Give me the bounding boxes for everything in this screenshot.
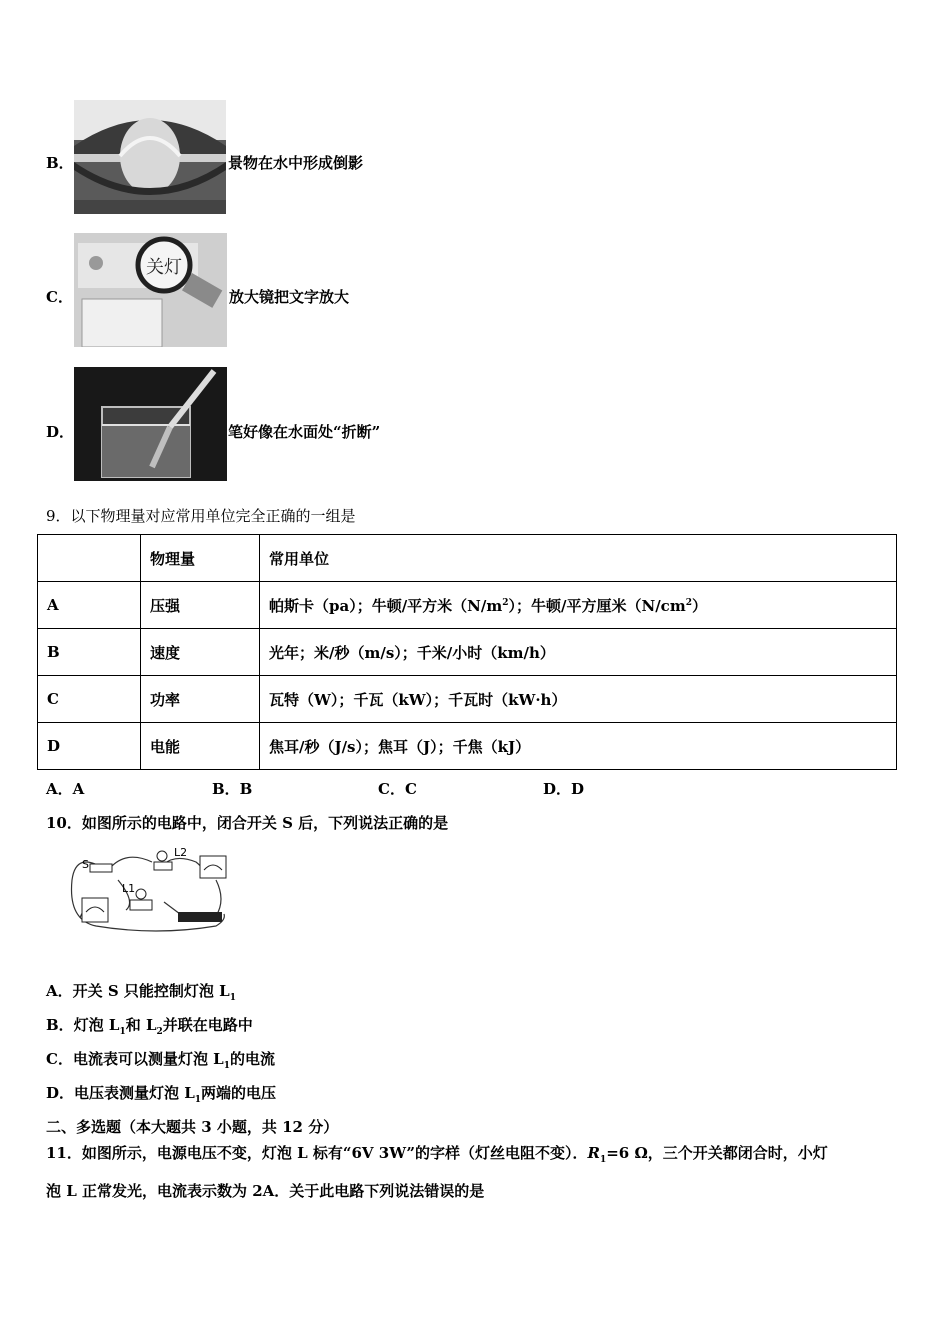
header-cell <box>38 535 141 582</box>
bulb-l2 <box>157 851 167 861</box>
q10-option-b: B．灯泡 $L_1$和 $L_2$并联在电路中 <box>46 1016 253 1037</box>
row-id: D <box>38 723 141 770</box>
magnifier-sign-text: 关灯 <box>146 257 182 278</box>
row-id: A <box>38 582 141 629</box>
bridge-reflection-photo <box>74 100 226 214</box>
q9-answer-d: D．D <box>543 780 585 798</box>
q9-answer-c: C．C <box>378 780 417 798</box>
q11-line2: 泡 L 正常发光，电流表示数为 2A．关于此电路下列说法错误的是 <box>46 1182 485 1200</box>
q10-option-d: D．电压表测量灯泡 $L_1$两端的电压 <box>46 1084 277 1105</box>
q9-answer-a: A．A <box>46 780 85 798</box>
bulb-l1 <box>136 889 146 899</box>
ammeter <box>82 898 108 922</box>
header-units: 常用单位 <box>260 535 897 582</box>
section-title: 二、多选题（本大题共 3 小题，共 12 分） <box>46 1118 339 1136</box>
option-d-text: 笔好像在水面处“折断” <box>228 423 381 441</box>
option-d-letter: D． <box>46 423 75 441</box>
table-row <box>38 723 897 770</box>
circuit-diagram <box>66 840 236 936</box>
option-c-letter: C． <box>46 288 73 306</box>
table-row <box>38 676 897 723</box>
header-quantity: 物理量 <box>141 535 260 582</box>
row-quantity: 速度 <box>141 629 260 676</box>
row-units: 瓦特（W）；千瓦（kW）；千瓦时（kW·h） <box>260 676 897 723</box>
row-units: 帕斯卡（pa）；牛顿/平方米$(N/m^2)$；牛顿/平方厘米$(N/cm^2)$ <box>260 582 897 629</box>
label-l1: L1 <box>122 882 136 895</box>
table-header-row <box>38 535 897 582</box>
option-b-text: 景物在水中形成倒影 <box>228 154 364 172</box>
pen-in-water-photo <box>74 367 227 481</box>
q9-answer-b: B．B <box>212 780 253 798</box>
q10-option-c: C．电流表可以测量灯泡 $L_1$的电流 <box>46 1050 275 1071</box>
voltmeter <box>200 856 226 878</box>
q10-stem: 10．如图所示的电路中，闭合开关 S 后，下列说法正确的是 <box>46 814 449 832</box>
label-l2: L2 <box>174 846 188 859</box>
row-quantity: 功率 <box>141 676 260 723</box>
row-units: 焦耳/秒（J/s）；焦耳（J）；千焦（kJ） <box>260 723 897 770</box>
table-row <box>38 629 897 676</box>
magnifier-photo <box>74 233 227 347</box>
option-b-letter: B． <box>46 154 74 172</box>
row-quantity: 电能 <box>141 723 260 770</box>
q11-line1: 11．如图所示，电源电压不变，灯泡 L 标有“6V 3W”的字样（灯丝电阻不变）．$R_1=6$ Ω，三个开关都闭合时，小灯 <box>46 1144 828 1165</box>
units-table <box>37 534 897 770</box>
option-c-text: 放大镜把文字放大 <box>229 288 350 306</box>
label-s: S <box>82 858 89 871</box>
row-quantity: 压强 <box>141 582 260 629</box>
battery <box>178 912 222 922</box>
q9-stem: 9．以下物理量对应常用单位完全正确的一组是 <box>46 507 356 525</box>
switch-s <box>90 864 112 872</box>
row-units: 光年；米/秒（m/s）；千米/小时（km/h） <box>260 629 897 676</box>
q10-option-a: A．开关 S 只能控制灯泡 $L_1$ <box>46 982 236 1003</box>
row-id: B <box>38 629 141 676</box>
table-row <box>38 582 897 629</box>
row-id: C <box>38 676 141 723</box>
